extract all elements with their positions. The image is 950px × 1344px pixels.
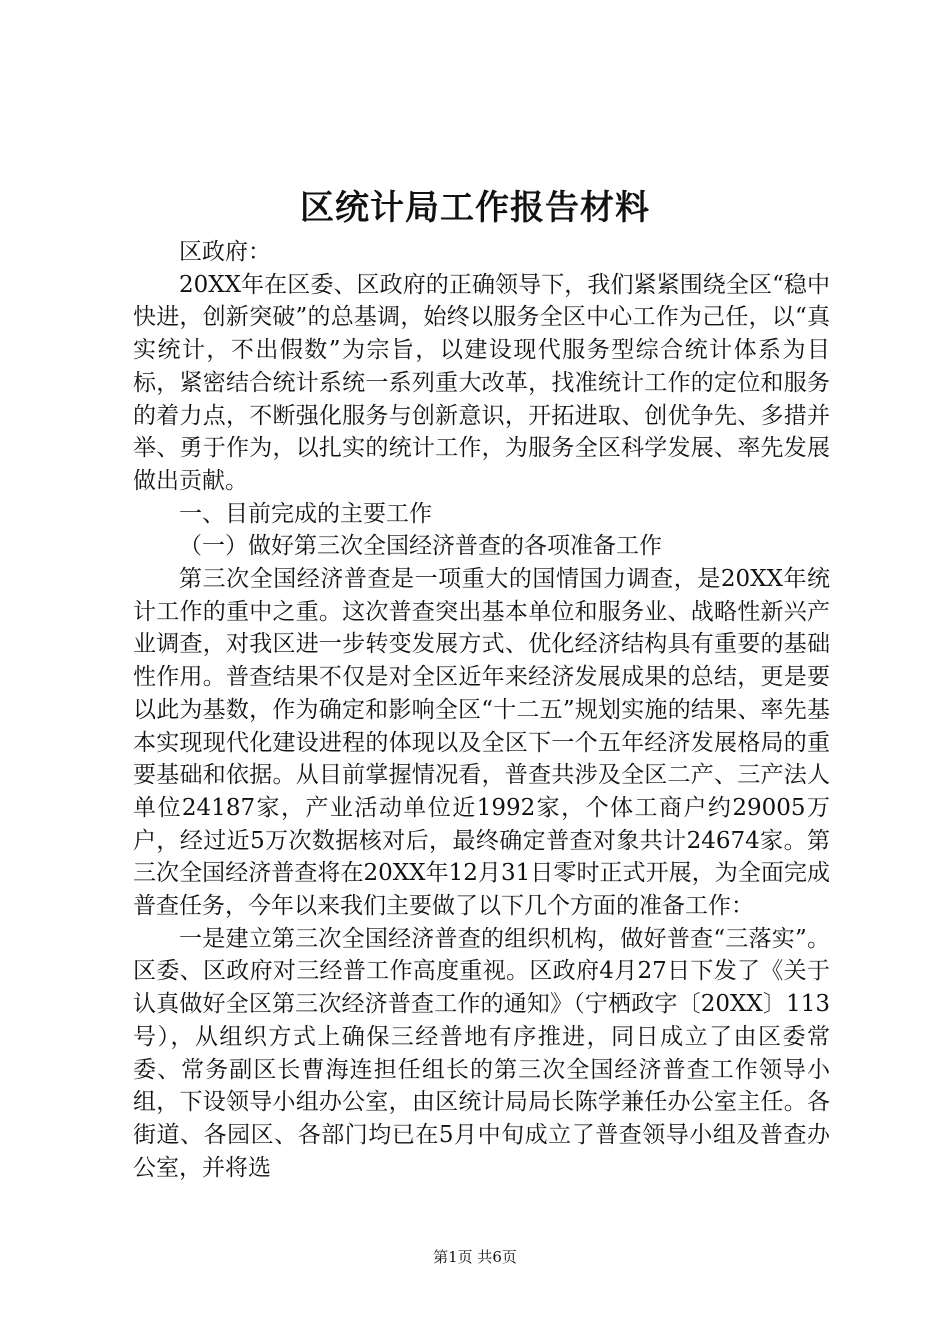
- page-number: 第1页 共6页: [433, 1248, 517, 1266]
- document-title: 区统计局工作报告材料: [300, 188, 650, 228]
- salutation: 区政府：: [179, 239, 271, 265]
- section-heading: 一、目前完成的主要工作: [179, 500, 432, 527]
- document-body: [133, 236, 830, 1184]
- intro-paragraph: 20XX年在区委、区政府的正确领导下，我们紧紧围绕全区“稳中快进，创新突破”的总基调，始终以服务全区中心工作为己任，以“真实统计，不出假数”为宗旨，以建设现代服务型综合统计体系为目标，紧密结合统计系统一系列重大改革，找准统计工作的定位和服务的着力点，不断强化服务与创新意识，开拓进取、创优争先、多措并举、勇于作为，以扎实的统计工作，为服务全区科学发展、率先发展做出贡献。: [133, 271, 830, 494]
- body-paragraph: 一是建立第三次全国经济普查的组织机构，做好普查“三落实”。区委、区政府对三经普工作高度重视。区政府4月27日下发了《关于认真做好全区第三次经济普查工作的通知》（宁栖政字〔20XX〕113号），从组织方式上确保三经普地有序推进，同日成立了由区委常委、常务副区长曹海连担任组长的第三次全国经济普查工作领导小组，下设领导小组办公室，由区统计局局长陈学兼任办公室主任。各街道、各园区、各部门均已在5月中旬成立了普查领导小组及普查办公室，并将选: [133, 925, 830, 1181]
- subsection-heading: （一）做好第三次全国经济普查的各项准备工作: [179, 533, 662, 560]
- body-paragraph: 第三次全国经济普查是一项重大的国情国力调查，是20XX年统计工作的重中之重。这次普查突出基本单位和服务业、战略性新兴产业调查，对我区进一步转变发展方式、优化经济结构具有重要的基础性作用。普查结果不仅是对全区近年来经济发展成果的总结，更是要以此为基数，作为确定和影响全区“十二五”规划实施的结果、率先基本实现现代化建设进程的体现以及全区下一个五年经济发展格局的重要基础和依据。从目前掌握情况看，普查共涉及全区二产、三产法人单位24187家，产业活动单位近1992家，个体工商户约29005万户，经过近5万次数据核对后，最终确定普查对象共计24674家。第三次全国经济普查将在20XX年12月31日零时正式开展，为全面完成普查任务，今年以来我们主要做了以下几个方面的准备工作：: [133, 566, 830, 920]
